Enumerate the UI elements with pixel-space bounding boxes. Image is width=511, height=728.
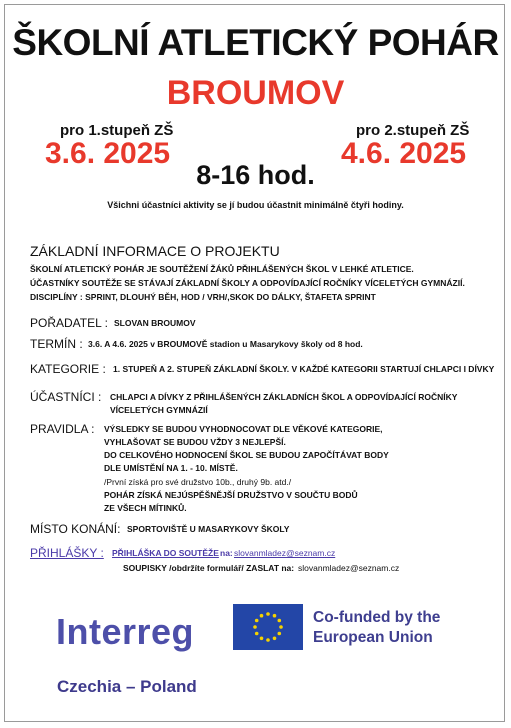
rules-label: PRAVIDLA : xyxy=(30,422,95,436)
rules-line: ZE VŠECH MÍTINKŮ. xyxy=(104,503,187,513)
registration-na: na: xyxy=(220,548,233,558)
hours: 8-16 hod. xyxy=(196,160,315,190)
category-value: 1. STUPEŇ A 2. STUPEŇ ZÁKLADNÍ ŠKOLY. V KAŽDÉ KATEGORII STARTUJÍ CHLAPCI I DÍVKY xyxy=(113,364,495,374)
registration-label: PŘIHLÁŠKY : xyxy=(30,546,104,560)
term-value: 3.6. A 4.6. 2025 v BROUMOVĚ stadion u Masarykovy školy od 8 hod. xyxy=(88,339,363,349)
rules-line: DO CELKOVÉHO HODNOCENÍ ŠKOL SE BUDOU ZAPOČÍTÁVAT BODY xyxy=(104,450,389,460)
registration-form-link[interactable]: PŘIHLÁŠKA DO SOUTĚŽE xyxy=(112,548,219,558)
rules-line: DLE UMÍSTĚNÍ NA 1. - 10. MÍSTĚ. xyxy=(104,463,238,473)
rules-line: VYHLAŠOVAT SE BUDOU VŽDY 3 NEJLEPŠÍ. xyxy=(104,437,286,447)
organizer-value: SLOVAN BROUMOV xyxy=(114,318,196,328)
participants-line: CHLAPCI A DÍVKY Z PŘIHLÁŠENÝCH ZÁKLADNÍCH ŠKOL A ODPOVÍDAJÍCÍ ROČNÍKY xyxy=(110,392,458,402)
rules-line: /První získá pro své družstvo 10b., druhý 9b. atd./ xyxy=(104,477,292,487)
rosters-instruction: SOUPISKY /obdržíte formulář/ ZASLAT na: xyxy=(123,563,295,573)
category-label: KATEGORIE : xyxy=(30,362,106,376)
right-date: 4.6. 2025 xyxy=(341,137,467,170)
left-stage-label: pro 1.stupeň ZŠ xyxy=(60,122,174,139)
registration-email-link[interactable]: slovanmladez@seznam.cz xyxy=(234,548,336,558)
rules-line: VÝSLEDKY SE BUDOU VYHODNOCOVAT DLE VĚKOVÉ KATEGORIE, xyxy=(104,424,383,434)
organizer-label: POŘADATEL : xyxy=(30,316,109,330)
venue-value: SPORTOVIŠTĚ U MASARYKOVY ŠKOLY xyxy=(127,524,290,534)
eu-flag-icon xyxy=(233,604,303,650)
program-region: Czechia – Poland xyxy=(57,677,197,696)
right-stage-label: pro 2.stupeň ZŠ xyxy=(356,122,470,139)
rules-line: POHÁR ZÍSKÁ NEJÚSPĚŠNĚJŠÍ DRUŽSTVO V SOUČTU BODŮ xyxy=(104,490,358,500)
basic-info-heading: ZÁKLADNÍ INFORMACE O PROJEKTU xyxy=(30,243,280,259)
co-funded-text: Co-funded by the European Union xyxy=(313,609,441,646)
participants-line: VÍCELETÝCH GYMNÁZIÍ xyxy=(110,405,208,415)
term-label: TERMÍN : xyxy=(30,337,83,351)
venue-label: MÍSTO KONÁNÍ: xyxy=(30,522,121,536)
attendance-note: Všichni účastníci aktivity se jí budou účastnit minimálně čtyři hodiny. xyxy=(107,200,404,210)
basic-info-line: DISCIPLÍNY : SPRINT, DLOUHÝ BĚH, HOD / VRH/,SKOK DO DÁLKY, ŠTAFETA SPRINT xyxy=(30,292,376,302)
basic-info-line: ŠKOLNÍ ATLETICKÝ POHÁR JE SOUTĚŽENÍ ŽÁKŮ PŘIHLÁŠENÝCH ŠKOL V LEHKÉ ATLETICE. xyxy=(30,264,414,274)
participants-label: ÚČASTNÍCI : xyxy=(30,390,102,404)
basic-info-line: ÚČASTNÍKY SOUTĚŽE SE STÁVAJÍ ZÁKLADNÍ ŠKOLY A ODPOVÍDAJÍCÍ ROČNÍKY VÍCELETÝCH GYMNÁZIÍ. xyxy=(30,278,465,288)
city-name: BROUMOV xyxy=(166,74,345,112)
rosters-email: slovanmladez@seznam.cz xyxy=(298,563,400,573)
left-date: 3.6. 2025 xyxy=(45,137,171,170)
interreg-logo: Interreg xyxy=(56,611,195,652)
poster-title: ŠKOLNÍ ATLETICKÝ POHÁR xyxy=(12,22,499,63)
